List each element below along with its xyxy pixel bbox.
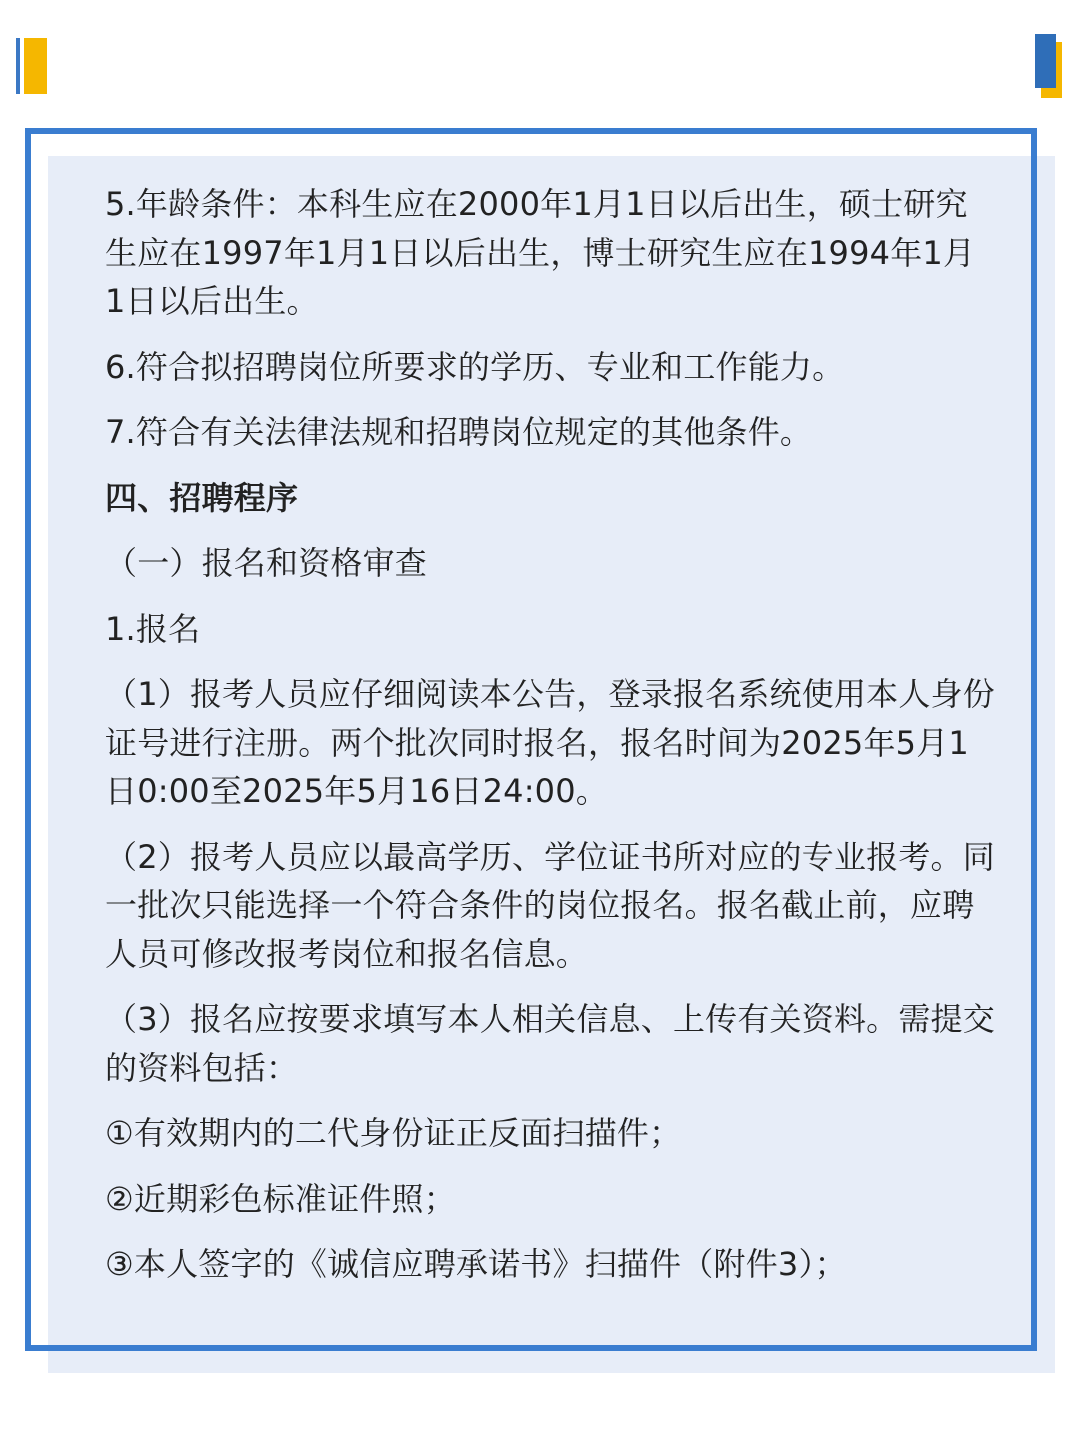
paragraph-other-conditions: 7.符合有关法律法规和招聘岗位规定的其他条件。 <box>105 413 813 451</box>
corner-accent-right-blue <box>1035 34 1056 88</box>
section-heading-recruitment-procedure: 四、招聘程序 <box>105 478 299 517</box>
paragraph-registration-materials: （3）报名应按要求填写本人相关信息、上传有关资料。需提交的资料包括： <box>105 1000 995 1087</box>
paragraph-qualification: 6.符合拟招聘岗位所要求的学历、专业和工作能力。 <box>105 347 845 386</box>
list-item-id-card: ①有效期内的二代身份证正反面扫描件； <box>105 1114 682 1152</box>
list-item-photo: ②近期彩色标准证件照； <box>105 1179 456 1218</box>
corner-accent-left-line <box>16 38 20 94</box>
paragraph-age-condition: 5.年龄条件：本科生应在2000年1月1日以后出生，硕士研究生应在1997年1月1日以后出生，博士研究生应在1994年1月1日以后出生。 <box>105 185 976 320</box>
item-heading-registration: 1.报名 <box>105 609 201 648</box>
article-body <box>105 180 995 1306</box>
corner-accent-left <box>24 38 47 94</box>
list-item-integrity-pledge: ③本人签字的《诚信应聘承诺书》扫描件（附件3）； <box>105 1245 847 1283</box>
paragraph-registration-time: （1）报考人员应仔细阅读本公告，登录报名系统使用本人身份证号进行注册。两个批次同时报名，报名时间为2025年5月1日0:00至2025年5月16日24:00。 <box>105 675 995 810</box>
paragraph-registration-major: （2）报考人员应以最高学历、学位证书所对应的专业报考。同一批次只能选择一个符合条件的岗位报名。报名截止前，应聘人员可修改报考岗位和报名信息。 <box>105 837 995 973</box>
subsection-heading-registration-review: （一）报名和资格审查 <box>105 544 428 582</box>
